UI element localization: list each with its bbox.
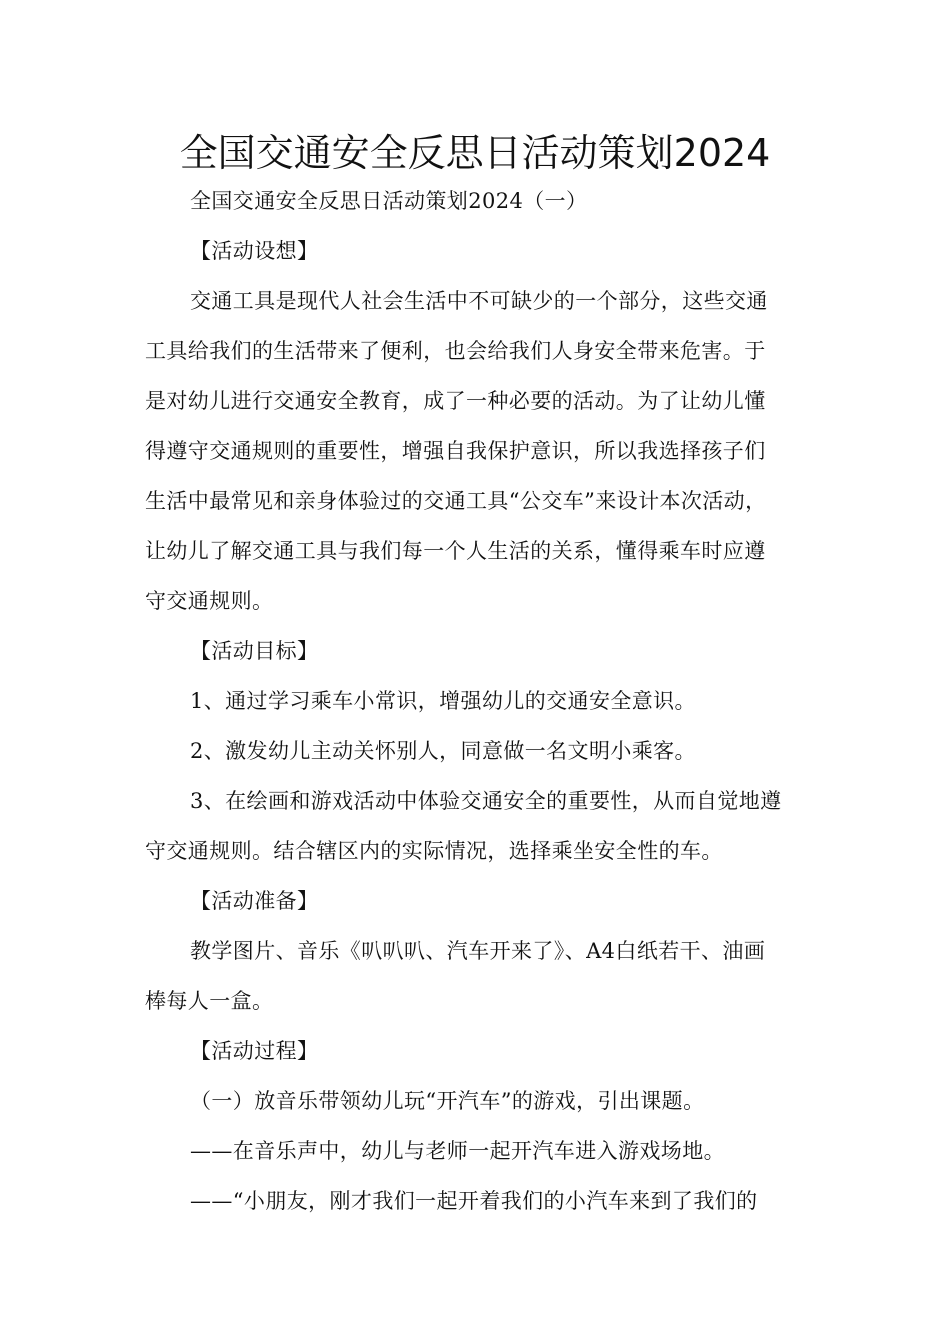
paragraph-line: ——在音乐声中，幼儿与老师一起开汽车进入游戏场地。 [190,1139,725,1163]
paragraph-line: 教学图片、音乐《叭叭叭、汽车开来了》、A4白纸若干、油画 [190,939,766,963]
paragraph-line: 生活中最常见和亲身体验过的交通工具“公交车”来设计本次活动， [145,489,767,513]
list-item: 1、通过学习乘车小常识，增强幼儿的交通安全意识。 [190,689,696,713]
paragraph-line: 工具给我们的生活带来了便利，也会给我们人身安全带来危害。于 [145,339,766,363]
paragraph-line: 交通工具是现代人社会生活中不可缺少的一个部分，这些交通 [190,289,768,313]
paragraph-line: 得遵守交通规则的重要性，增强自我保护意识，所以我选择孩子们 [145,439,766,463]
paragraph-line: 守交通规则。结合辖区内的实际情况，选择乘坐安全性的车。 [145,839,723,863]
section-heading: 【活动过程】 [190,1039,319,1063]
paragraph-line: 让幼儿了解交通工具与我们每一个人生活的关系，懂得乘车时应遵 [145,539,766,563]
document-title: 全国交通安全反思日活动策划2024 [179,131,771,175]
list-item: 2、激发幼儿主动关怀别人，同意做一名文明小乘客。 [190,739,696,763]
section-heading: 【活动目标】 [190,639,319,663]
document-subtitle: 全国交通安全反思日活动策划2024（一） [190,189,588,213]
section-heading: 【活动设想】 [190,239,319,263]
section-heading: 【活动准备】 [190,889,319,913]
list-item: 3、在绘画和游戏活动中体验交通安全的重要性，从而自觉地遵 [190,789,782,813]
paragraph-line: 守交通规则。 [145,589,274,613]
paragraph-line: ——“小朋友，刚才我们一起开着我们的小汽车来到了我们的 [190,1189,758,1213]
paragraph-line: （一）放音乐带领幼儿玩“开汽车”的游戏，引出课题。 [190,1089,705,1113]
paragraph-line: 棒每人一盒。 [145,989,274,1013]
paragraph-line: 是对幼儿进行交通安全教育，成了一种必要的活动。为了让幼儿懂 [145,389,766,413]
